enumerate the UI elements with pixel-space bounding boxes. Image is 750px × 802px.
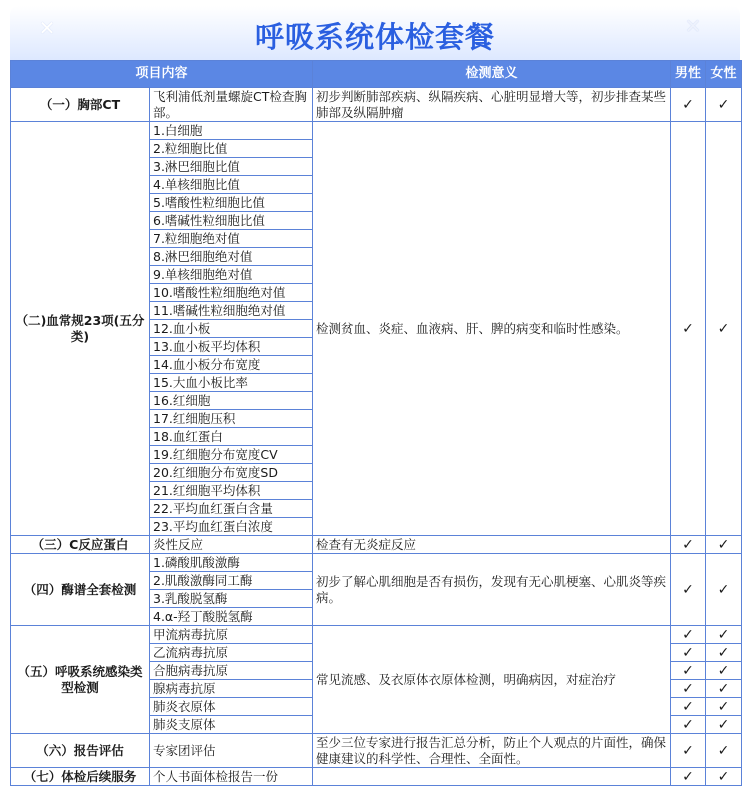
female-check-icon: ✓ [706, 626, 742, 644]
male-check-icon: ✓ [671, 680, 706, 698]
item-cell: 18.血红蛋白 [150, 428, 313, 446]
table-row [11, 768, 742, 786]
item-cell: 13.血小板平均体积 [150, 338, 313, 356]
male-check-icon: ✓ [671, 768, 706, 786]
female-check-icon: ✓ [706, 122, 742, 536]
item-cell: 1.白细胞 [150, 122, 313, 140]
category-cell: （五）呼吸系统感染类型检测 [11, 626, 150, 734]
item-cell: 腺病毒抗原 [150, 680, 313, 698]
column-header-male: 男性 [671, 61, 706, 88]
table-row [11, 626, 742, 644]
item-cell: 1.磷酸肌酸激酶 [150, 554, 313, 572]
item-cell: 3.淋巴细胞比值 [150, 158, 313, 176]
male-check-icon: ✓ [671, 626, 706, 644]
category-cell: （六）报告评估 [11, 734, 150, 768]
item-cell: 2.粒细胞比值 [150, 140, 313, 158]
female-check-icon: ✓ [706, 734, 742, 768]
item-cell: 19.红细胞分布宽度CV [150, 446, 313, 464]
female-check-icon: ✓ [706, 662, 742, 680]
item-cell: 20.红细胞分布宽度SD [150, 464, 313, 482]
item-cell: 肺炎衣原体 [150, 698, 313, 716]
item-cell: 10.嗜酸性粒细胞绝对值 [150, 284, 313, 302]
item-cell: 乙流病毒抗原 [150, 644, 313, 662]
table-row [11, 536, 742, 554]
item-cell: 肺炎支原体 [150, 716, 313, 734]
item-cell: 17.红细胞压积 [150, 410, 313, 428]
table-row [11, 734, 742, 768]
category-cell: （四）酶谱全套检测 [11, 554, 150, 626]
male-check-icon: ✓ [671, 662, 706, 680]
female-check-icon: ✓ [706, 536, 742, 554]
male-check-icon: ✓ [671, 536, 706, 554]
item-cell: 个人书面体检报告一份 [150, 768, 313, 786]
female-check-icon: ✓ [706, 644, 742, 662]
meaning-cell: 常见流感、及衣原体衣原体检测，明确病因，对症治疗 [313, 626, 671, 734]
female-check-icon: ✓ [706, 768, 742, 786]
category-cell: （七）体检后续服务 [11, 768, 150, 786]
male-check-icon: ✓ [671, 716, 706, 734]
item-cell: 22.平均血红蛋白含量 [150, 500, 313, 518]
meaning-cell: 检测贫血、炎症、血液病、肝、脾的病变和临时性感染。 [313, 122, 671, 536]
table-row [11, 554, 742, 572]
item-cell: 3.乳酸脱氢酶 [150, 590, 313, 608]
item-cell: 4.α-羟丁酸脱氢酶 [150, 608, 313, 626]
column-header-meaning: 检测意义 [313, 61, 671, 88]
category-cell: （一）胸部CT [11, 88, 150, 122]
meaning-cell: 检查有无炎症反应 [313, 536, 671, 554]
package-header [10, 6, 740, 60]
item-cell: 甲流病毒抗原 [150, 626, 313, 644]
item-cell: 12.血小板 [150, 320, 313, 338]
category-cell: （三）C反应蛋白 [11, 536, 150, 554]
column-header-items: 项目内容 [11, 61, 313, 88]
item-cell: 23.平均血红蛋白浓度 [150, 518, 313, 536]
male-check-icon: ✓ [671, 734, 706, 768]
male-check-icon: ✓ [671, 554, 706, 626]
item-cell: 6.嗜碱性粒细胞比值 [150, 212, 313, 230]
male-check-icon: ✓ [671, 644, 706, 662]
item-cell: 9.单核细胞绝对值 [150, 266, 313, 284]
item-cell: 7.粒细胞绝对值 [150, 230, 313, 248]
male-check-icon: ✓ [671, 88, 706, 122]
female-check-icon: ✓ [706, 88, 742, 122]
category-cell: （二)血常规23项(五分类) [11, 122, 150, 536]
male-check-icon: ✓ [671, 122, 706, 536]
item-cell: 专家团评估 [150, 734, 313, 768]
female-check-icon: ✓ [706, 680, 742, 698]
table-header-row [11, 61, 742, 88]
item-cell: 21.红细胞平均体积 [150, 482, 313, 500]
table-row [11, 122, 742, 140]
column-header-female: 女性 [706, 61, 742, 88]
item-cell: 炎性反应 [150, 536, 313, 554]
female-check-icon: ✓ [706, 554, 742, 626]
item-cell: 15.大血小板比率 [150, 374, 313, 392]
item-cell: 5.嗜酸性粒细胞比值 [150, 194, 313, 212]
female-check-icon: ✓ [706, 716, 742, 734]
item-cell: 4.单核细胞比值 [150, 176, 313, 194]
meaning-cell [313, 768, 671, 786]
item-cell: 2.肌酸激酶同工酶 [150, 572, 313, 590]
male-check-icon: ✓ [671, 698, 706, 716]
female-check-icon: ✓ [706, 698, 742, 716]
item-cell: 8.淋巴细胞绝对值 [150, 248, 313, 266]
close-icon[interactable]: ✕ [38, 16, 56, 40]
item-cell: 16.红细胞 [150, 392, 313, 410]
meaning-cell: 初步判断肺部疾病、纵隔疾病、心脏明显增大等，初步排查某些肺部及纵隔肿瘤 [313, 88, 671, 122]
item-cell: 14.血小板分布宽度 [150, 356, 313, 374]
checkup-items-table [10, 60, 742, 786]
meaning-cell: 初步了解心肌细胞是否有损伤，发现有无心肌梗塞、心肌炎等疾病。 [313, 554, 671, 626]
item-cell: 飞利浦低剂量螺旋CT检查胸部。 [150, 88, 313, 122]
page-title: 呼吸系统体检套餐 [254, 20, 495, 54]
close-icon[interactable]: ✕ [684, 14, 702, 38]
meaning-cell: 至少三位专家进行报告汇总分析，防止个人观点的片面性，确保健康建议的科学性、合理性、全面性。 [313, 734, 671, 768]
item-cell: 11.嗜碱性粒细胞绝对值 [150, 302, 313, 320]
table-row [11, 88, 742, 122]
item-cell: 合胞病毒抗原 [150, 662, 313, 680]
